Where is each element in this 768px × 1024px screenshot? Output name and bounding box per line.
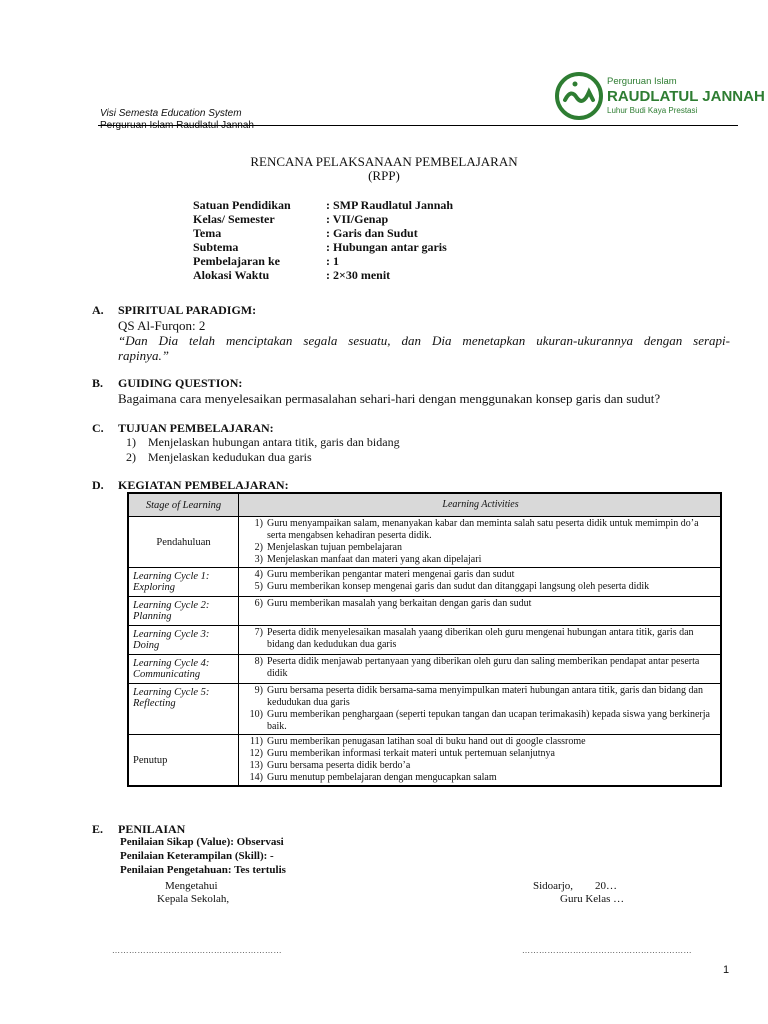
activity-item: 1) Guru menyampaikan salam, menanyakan kabar dan meminta salah satu peserta didik untuk memimpin do’a serta mengabsen kehadiran peserta didik. (254, 518, 699, 541)
table-row (129, 596, 720, 625)
school-logo (555, 70, 765, 122)
table-header-activities: Learning Activities (442, 499, 519, 510)
logo-name: RAUDLATUL JANNAH (607, 88, 765, 105)
activity-item: 5) Guru memberikan konsep mengenai garis dan sudut dan ditanggapi langsung oleh peserta didik (254, 581, 650, 592)
activities-cell (239, 684, 720, 734)
table-row (129, 567, 720, 596)
activity-item: 3) Menjelaskan manfaat dan materi yang akan dipelajari (254, 554, 482, 565)
document-title: RENCANA PELAKSANAAN PEMBELAJARAN (250, 154, 518, 169)
identity-row: Alokasi Waktu : 2×30 menit (193, 268, 391, 282)
table-row (129, 625, 720, 654)
signature-right-place-date: Sidoarjo, 20… (533, 880, 618, 892)
activities-cell (239, 626, 720, 654)
stage-cell: Pendahuluan (129, 517, 239, 567)
stage-cell: Learning Cycle 1: Exploring (129, 568, 239, 596)
document-subtitle: (RPP) (368, 168, 400, 183)
objective-item: 1) Menjelaskan hubungan antara titik, garis dan bidang (126, 435, 400, 449)
identity-row: Pembelajaran ke : 1 (193, 254, 339, 268)
assessment-item: Penilaian Keterampilan (Skill): - (120, 850, 274, 862)
header-divider (98, 125, 738, 126)
activity-item: 7) Peserta didik menyelesaikan masalah yaang diberikan oleh guru mengenai hubungan antara titik, garis dan bidang dan kedudukan dua garis (254, 627, 694, 650)
activities-cell (239, 517, 720, 567)
activity-item: 11) Guru memberikan penugasan latihan soal di buku hand out di google classrome (250, 736, 586, 747)
activity-item: 14) Guru menutup pembelajaran dengan mengucapkan salam (249, 772, 497, 783)
logo-small-text: Perguruan Islam (607, 76, 677, 87)
activity-item: 9) Guru bersama peserta didik bersama-sama menyimpulkan materi hubungan antara titik, garis dan bidang dan kedudukan dua garis (254, 685, 703, 708)
identity-row: Tema : Garis dan Sudut (193, 226, 418, 240)
signature-right-title: Guru Kelas … (560, 893, 625, 905)
section-e-heading: E. PENILAIAN (92, 822, 186, 836)
section-d-heading: D. KEGIATAN PEMBELAJARAN: (92, 478, 289, 492)
stage-cell: Learning Cycle 4: Communicating (129, 655, 239, 683)
table-header-row (129, 494, 720, 516)
activity-item: 8) Peserta didik menjawab pertanyaan yang diberikan oleh guru dan saling memberikan pendapat antar peserta didik (254, 656, 700, 679)
activities-table (127, 492, 722, 787)
quran-reference: QS Al-Furqon: 2 (118, 318, 206, 333)
quote-line-2: rapinya.” (118, 348, 169, 363)
table-row (129, 683, 720, 734)
signature-left-title: Kepala Sekolah, (157, 893, 230, 905)
table-header-stage: Stage of Learning (129, 494, 239, 516)
activities-cell (239, 568, 720, 596)
section-c-heading: C. TUJUAN PEMBELAJARAN: (92, 421, 274, 435)
stage-cell: Penutup (129, 735, 239, 785)
activities-cell (239, 655, 720, 683)
activity-item: 10) Guru memberikan penghargaan (seperti tepukan tangan dan ucapan terimakasih) kepada siswa yang berkinerja baik. (249, 709, 710, 732)
quote-line-1: “Dan Dia telah menciptakan segala sesuatu, dan Dia menetapkan ukuran-ukurannya dengan serapi- (118, 333, 730, 348)
signature-line-right: …………………………………………………… (522, 946, 692, 955)
table-row (129, 516, 720, 567)
activity-item: 4) Guru memberikan pengantar materi mengenai garis dan sudut (254, 569, 515, 580)
activities-cell (239, 597, 720, 625)
activity-item: 13) Guru bersama peserta didik berdo’a (249, 760, 411, 771)
table-row (129, 654, 720, 683)
activity-item: 12) Guru memberikan informasi terkait materi untuk pertemuan selanjutnya (249, 748, 555, 759)
school-logo-graphic (555, 70, 765, 122)
assessment-item: Penilaian Sikap (Value): Observasi (120, 836, 284, 848)
stage-cell: Learning Cycle 2: Planning (129, 597, 239, 625)
assessment-item: Penilaian Pengetahuan: Tes tertulis (120, 864, 286, 876)
activity-item: 2) Menjelaskan tujuan pembelajaran (254, 542, 402, 553)
header-tagline: Visi Semesta Education System (100, 108, 242, 119)
signature-left-label: Mengetahui (165, 880, 218, 892)
activities-cell (239, 735, 720, 785)
identity-row: Subtema : Hubungan antar garis (193, 240, 447, 254)
section-b-heading: B. GUIDING QUESTION: (92, 376, 243, 390)
stage-cell: Learning Cycle 5: Reflecting (129, 684, 239, 734)
page-number: 1 (723, 964, 730, 976)
section-a-heading: A. SPIRITUAL PARADIGM: (92, 303, 257, 317)
activity-item: 6) Guru memberikan masalah yang berkaitan dengan garis dan sudut (254, 598, 532, 609)
identity-row: Satuan Pendidikan : SMP Raudlatul Jannah (193, 198, 454, 212)
stage-cell: Learning Cycle 3: Doing (129, 626, 239, 654)
table-row (129, 734, 720, 785)
identity-row: Kelas/ Semester : VII/Genap (193, 212, 389, 226)
objective-item: 2) Menjelaskan kedudukan dua garis (126, 450, 312, 464)
guiding-question-text: Bagaimana cara menyelesaikan permasalahan sehari-hari dengan menggunakan konsep garis dan sudut? (118, 391, 661, 406)
signature-line-left: …………………………………………………… (112, 946, 282, 955)
logo-motto: Luhur Budi Kaya Prestasi (607, 106, 698, 115)
